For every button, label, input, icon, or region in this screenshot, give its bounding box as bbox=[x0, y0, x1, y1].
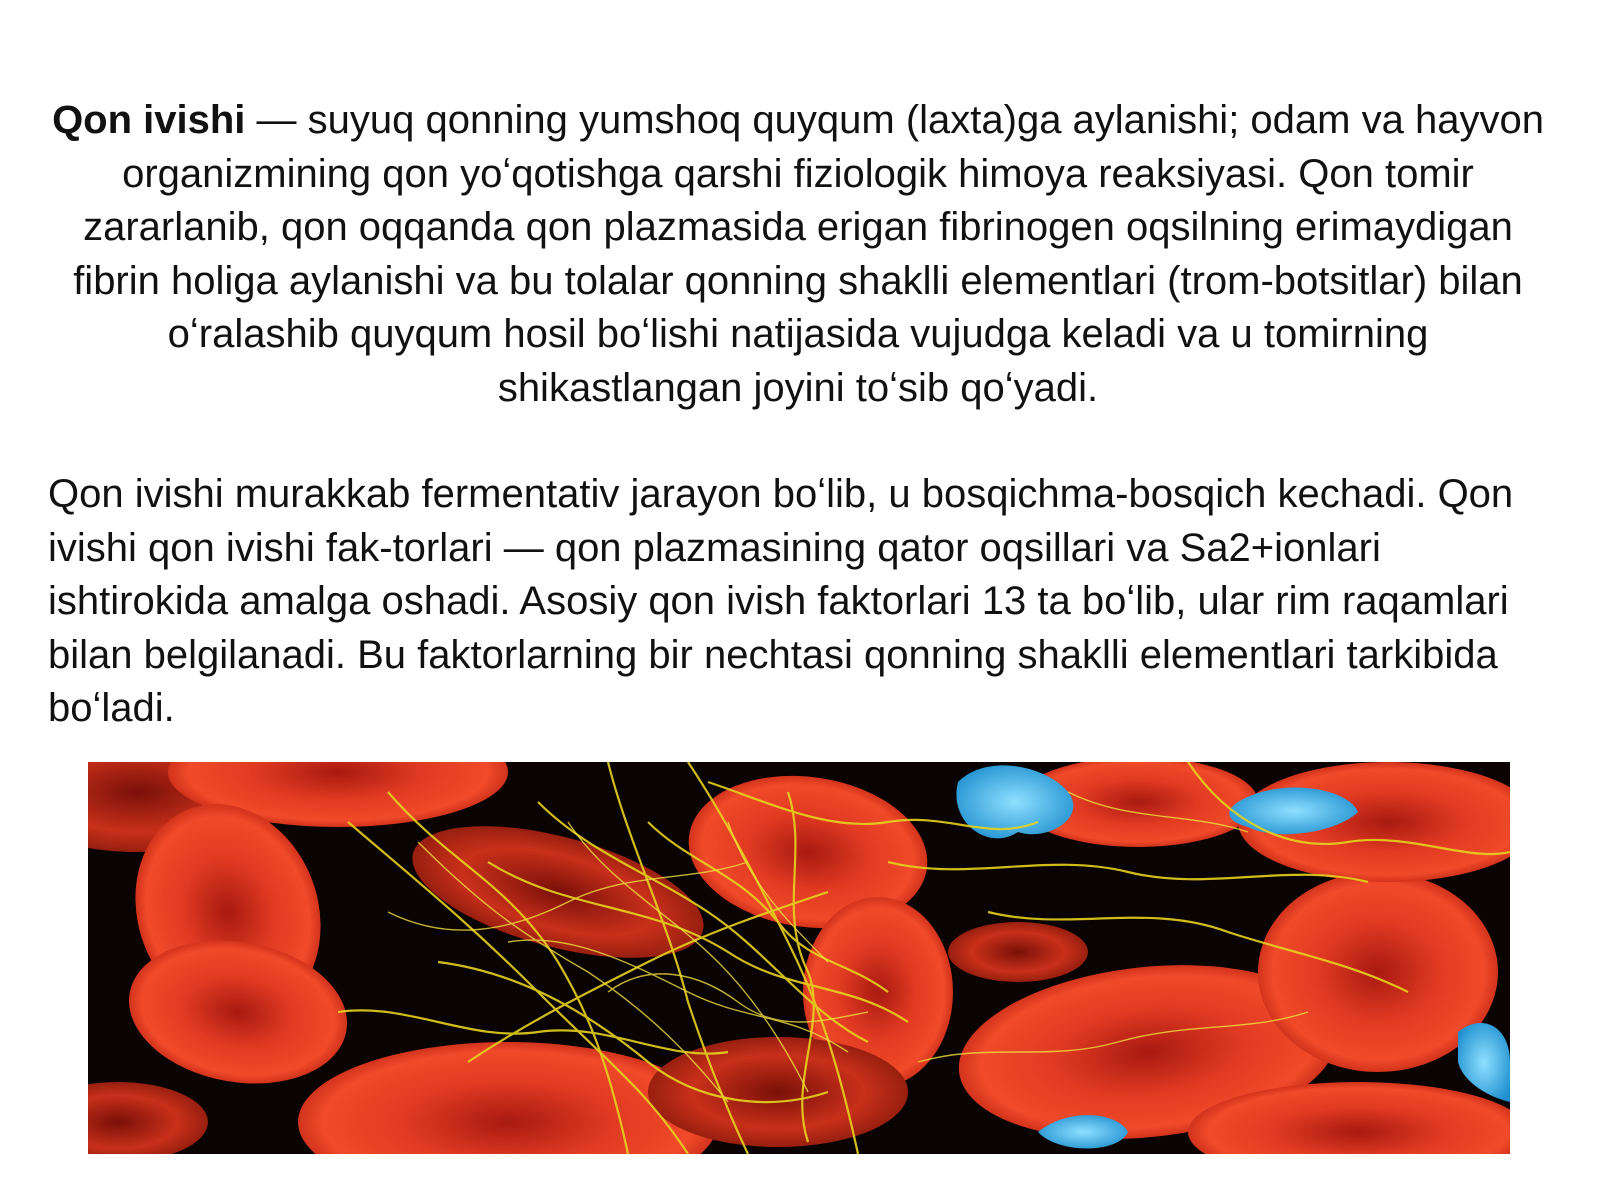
term-heading: Qon ivishi bbox=[52, 98, 246, 142]
description-paragraph: Qon ivishi murakkab fermentativ jarayon boʻlib, u bosqichma-bosqich kechadi. Qon ivishi qon ivishi fak-torlari — qon plazmasining qator oqsillari va Sa2+ionlari ishtirokida amalga oshadi. Asosiy qon ivish faktorlari 13 ta boʻlib, ular rim raqamlari bilan belgilanadi. Bu faktorlarning bir nechtasi qonning shaklli elementlari tarkibida boʻladi. bbox=[48, 472, 1514, 730]
definition-paragraph bbox=[48, 94, 1548, 415]
blood-clot-illustration bbox=[88, 762, 1510, 1154]
blood-clot-micrograph bbox=[88, 762, 1510, 1154]
definition-text: — suyuq qonning yumshoq quyqum (laxta)ga aylanishi; odam va hayvon organizmining qon yoʻqotishga qarshi fiziologik himoya reaksiyasi. Qon tomir zararlanib, qon oqqanda qon plazmasida erigan fibrinogen oqsilning erimaydigan fibrin holiga aylanishi va bu tolalar qonning shaklli elementlari (trom-botsitlar) bilan oʻralashib quyqum hosil boʻlishi natijasida vujudga keladi va u tomirning shikastlangan joyini toʻsib qoʻyadi. bbox=[73, 98, 1544, 410]
